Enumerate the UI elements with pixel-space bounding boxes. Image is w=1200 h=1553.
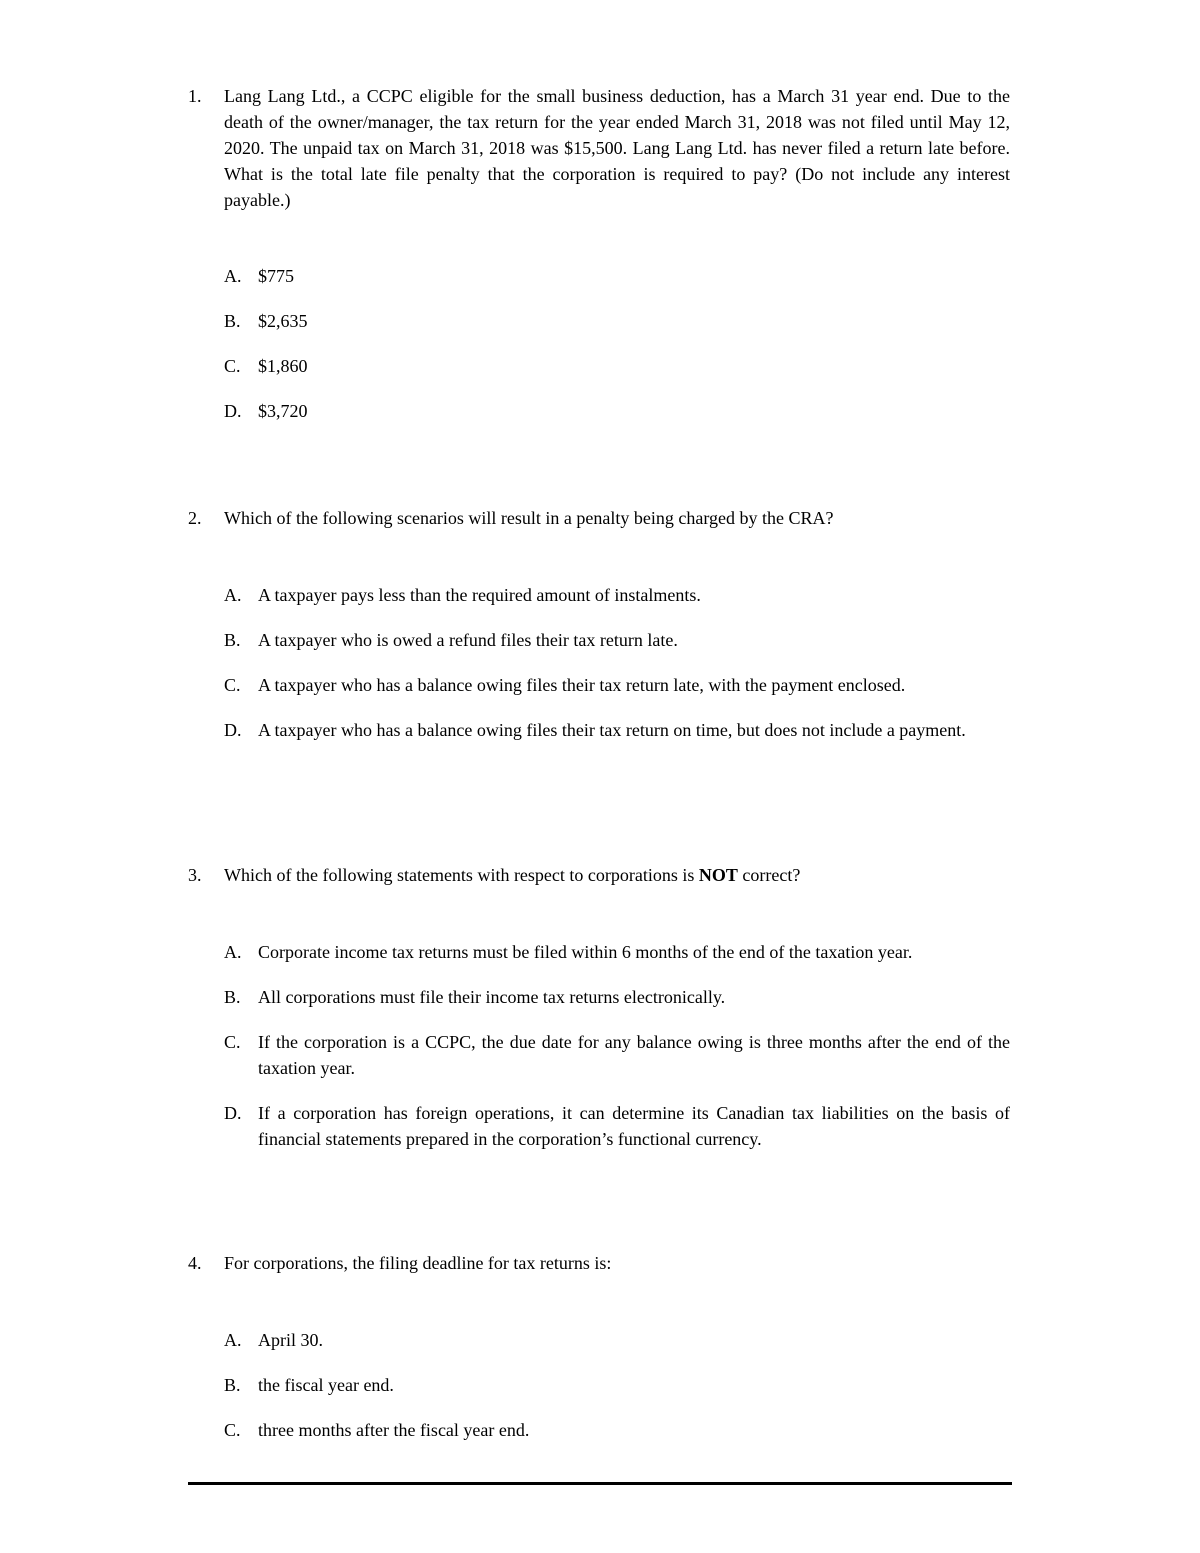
question-number: 3. — [188, 865, 202, 885]
option-text: A taxpayer pays less than the required amount of instalments. — [258, 585, 701, 605]
answer-option — [224, 263, 1010, 289]
answer-option — [224, 984, 1010, 1010]
answer-option — [224, 939, 1010, 965]
answer-option — [224, 1372, 1010, 1398]
question-1 — [188, 83, 1010, 443]
answer-option — [224, 717, 1010, 743]
answer-option — [224, 308, 1010, 334]
option-text: All corporations must file their income tax returns electronically. — [258, 987, 726, 1007]
option-letter: B. — [224, 630, 241, 650]
option-text: A taxpayer who has a balance owing files their tax return on time, but does not include a payment. — [258, 720, 966, 740]
option-letter: C. — [224, 356, 241, 376]
option-letter: A. — [224, 942, 242, 962]
question-text: Which of the following scenarios will result in a penalty being charged by the CRA? — [224, 508, 834, 528]
question-2-stem — [188, 505, 1010, 531]
option-letter: B. — [224, 311, 241, 331]
option-text: Corporate income tax returns must be filed within 6 months of the end of the taxation year. — [258, 942, 913, 962]
question-number: 2. — [188, 508, 202, 528]
option-text: three months after the fiscal year end. — [258, 1420, 530, 1440]
answer-option — [224, 582, 1010, 608]
option-letter: A. — [224, 585, 242, 605]
question-text: For corporations, the filing deadline for tax returns is: — [224, 1253, 612, 1273]
question-number: 1. — [188, 86, 202, 106]
option-text: $2,635 — [258, 311, 308, 331]
option-letter: D. — [224, 1103, 242, 1123]
option-letter: D. — [224, 401, 242, 421]
question-3 — [188, 862, 1010, 1171]
option-letter: B. — [224, 1375, 241, 1395]
option-text: If the corporation is a CCPC, the due date for any balance owing is three months after the end of the taxation year. — [258, 1032, 1010, 1078]
footer-divider — [188, 1482, 1012, 1485]
question-number: 4. — [188, 1253, 202, 1273]
question-1-stem — [188, 83, 1010, 213]
option-text: A taxpayer who has a balance owing files their tax return late, with the payment enclosed. — [258, 675, 906, 695]
option-letter: C. — [224, 1420, 241, 1440]
answer-option — [224, 627, 1010, 653]
question-text — [224, 862, 1010, 888]
option-text: $1,860 — [258, 356, 308, 376]
answer-option — [224, 353, 1010, 379]
answer-options — [224, 582, 1010, 743]
option-letter: D. — [224, 720, 242, 740]
question-2 — [188, 505, 1010, 762]
answer-option — [224, 398, 1010, 424]
option-letter: C. — [224, 1032, 241, 1052]
question-3-stem — [188, 862, 1010, 888]
option-text: $775 — [258, 266, 294, 286]
answer-options — [224, 263, 1010, 424]
question-text-emphasis: NOT — [698, 865, 738, 885]
option-letter: A. — [224, 1330, 242, 1350]
answer-option — [224, 1327, 1010, 1353]
question-4 — [188, 1250, 1010, 1462]
answer-option — [224, 672, 1010, 698]
option-text: April 30. — [258, 1330, 323, 1350]
question-text-after: correct? — [737, 865, 801, 885]
option-letter: B. — [224, 987, 241, 1007]
option-letter: A. — [224, 266, 242, 286]
answer-option — [224, 1029, 1010, 1081]
question-text-before: Which of the following statements with respect to corporations is — [224, 865, 699, 885]
option-text: A taxpayer who is owed a refund files their tax return late. — [258, 630, 678, 650]
answer-options — [224, 1327, 1010, 1443]
answer-option — [224, 1417, 1010, 1443]
option-letter: C. — [224, 675, 241, 695]
question-4-stem — [188, 1250, 1010, 1276]
answer-options — [224, 939, 1010, 1152]
option-text: $3,720 — [258, 401, 308, 421]
answer-option — [224, 1100, 1010, 1152]
option-text: If a corporation has foreign operations, it can determine its Canadian tax liabilities on the basis of financial statements prepared in the corporation’s functional currency. — [258, 1103, 1010, 1149]
question-text: Lang Lang Ltd., a CCPC eligible for the small business deduction, has a March 31 year end. Due to the death of the owner/manager, the tax return for the year ended March 31, 2018 was not filed until May 12, 2020. The unpaid tax on March 31, 2018 was $15,500. Lang Lang Ltd. has never filed a return late before. What is the total late file penalty that the corporation is required to pay? (Do not include any interest payable.) — [224, 86, 1010, 210]
option-text: the fiscal year end. — [258, 1375, 394, 1395]
